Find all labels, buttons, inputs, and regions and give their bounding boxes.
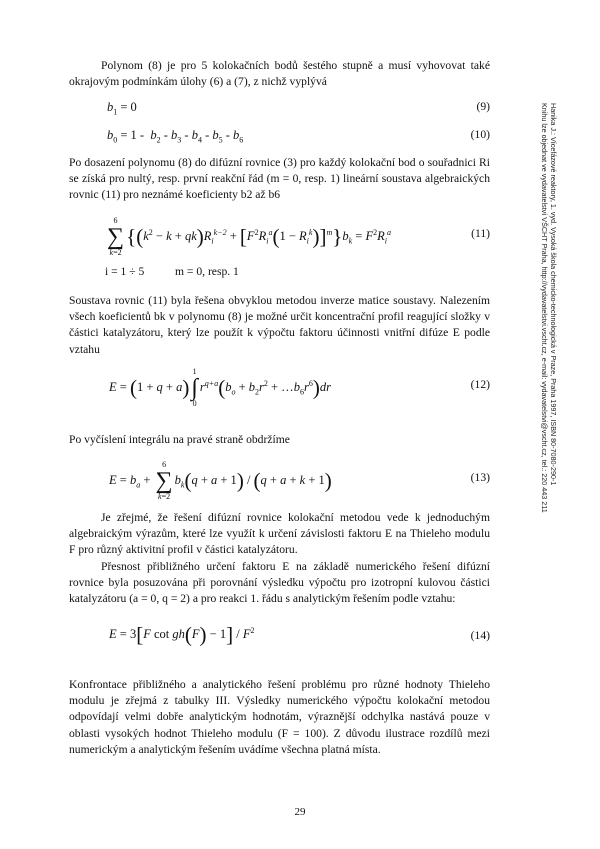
equation-12	[69, 367, 490, 408]
page-number: 29	[294, 806, 306, 818]
equation-11-conditions	[69, 265, 490, 283]
paragraph-2: Po dosazení polynomu (8) do difúzní rovnice (3) pro každý kolokační bod o souřadnici Ri se získá pro nultý, resp. první reakční řád (m = 0, resp. 1) lineární soustava algebraických rovnic (11) pro neznámé koeficienty b2 až b6	[69, 156, 490, 202]
equation-11-m-values: m = 0, resp. 1	[175, 265, 239, 278]
equation-13-body: $E = b_a$ + 6 ∑ k=2 $b_k(q + a + 1) / (q + a + k + 1)$	[109, 460, 332, 501]
equation-13	[69, 460, 490, 501]
equation-12-number: (12)	[470, 378, 490, 391]
paragraph-3: Soustava rovnic (11) byla řešena obvyklou metodou inverze matice soustavy. Nalezením všech koeficientů bk v polynomu (8) je možné určit koncentrační profil reagující složky v částici katalyzátoru, který lze použít k výpočtu faktoru účinnosti vnitřní difúze E podle vztahu	[69, 294, 490, 356]
equation-9	[69, 100, 490, 118]
paragraph-4: Po vyčíslení integrálu na pravé straně obdržíme	[69, 433, 290, 446]
equation-14-body: E = 3[F $\cot gh(F) - 1] / F^2$	[109, 623, 255, 647]
equation-9-number: (9)	[476, 100, 490, 113]
equation-12-body: E = (1 + q + a) 1 ∫ 0 $r^{q+a}(b_o + b_2r^2$ + $\dots b_6r^6)dr$	[109, 367, 331, 408]
equation-13-number: (13)	[470, 471, 490, 484]
equation-14-number: (14)	[470, 629, 490, 642]
side-note-line-2: Knihu lze objednat ve vydavatelství VŠCHT Praha, http://vydavatelstvi.vscht.cz, e-mail: vydavatelstvi@vscht.cz, tel.: 220 443 211	[539, 103, 549, 513]
paragraph-1: Polynom (8) je pro 5 kolokačních bodů šestého stupně a musí vyhovovat také okrajovým podmínkám úlohy (6) a (7), z nichž vyplývá	[69, 59, 490, 89]
paragraph-5: Je zřejmé, že řešení difúzní rovnice kolokační metodou vede k jednoduchým algebraickým výrazům, které lze využít k určení závislosti faktoru E na Thieleho modulu F pro různý aktivitní profil v částici katalyzátoru.	[69, 511, 490, 557]
side-note-line-1: Hanika J.: Vícefázové reaktory, 1. vyd. Vysoká škola chemicko-technologická v Praze, Praha 1997, ISBN 80-7080-290-1	[549, 103, 558, 486]
equation-11-i-range: i = 1 ÷ 5	[105, 265, 145, 278]
equation-11-body: 6 ∑ k=2 $\{(k^2 - k + qk)R_i^{k-2} + [F^2R_i^a(1 - R_i^k)]^m\}b_k = F^2R_i^a$	[107, 216, 391, 257]
equation-11	[69, 216, 490, 257]
equation-10-number: (10)	[470, 128, 490, 141]
paragraph-7: Konfrontace přibližného a analytického řešení problému pro různé hodnoty Thieleho modulu je zřejmá z tabulky III. Výsledky numerického výpočtu kolokační metodou odpovídají velmi dobře analytickým hodnotám, výraznější odchylka nastává pouze v oblasti vysokých hodnot Thieleho modulu (F = 100). Z důvodu ilustrace rozdílů mezi numerickým a analytickým řešením uvádíme všechna platná místa.	[69, 678, 490, 756]
paragraph-6: Přesnost přibližného určení faktoru E na základě numerického řešení difúzní rovnice byla posuzována při porovnání výsledku výpočtu pro izotropní kulovou částici katalyzátoru (a = 0, q = 2) a pro reakci 1. řádu s analytickým řešením podle vztahu:	[69, 560, 490, 606]
equation-9-body: $b_1 = 0$	[107, 100, 137, 117]
equation-10-body: $b_0 = 1 - b_2 - b_3 - b_4 - b_5 - b_6$	[107, 128, 244, 145]
equation-10	[69, 128, 490, 146]
side-note	[539, 103, 558, 513]
equation-11-number: (11)	[471, 227, 490, 240]
equation-14	[69, 625, 490, 649]
